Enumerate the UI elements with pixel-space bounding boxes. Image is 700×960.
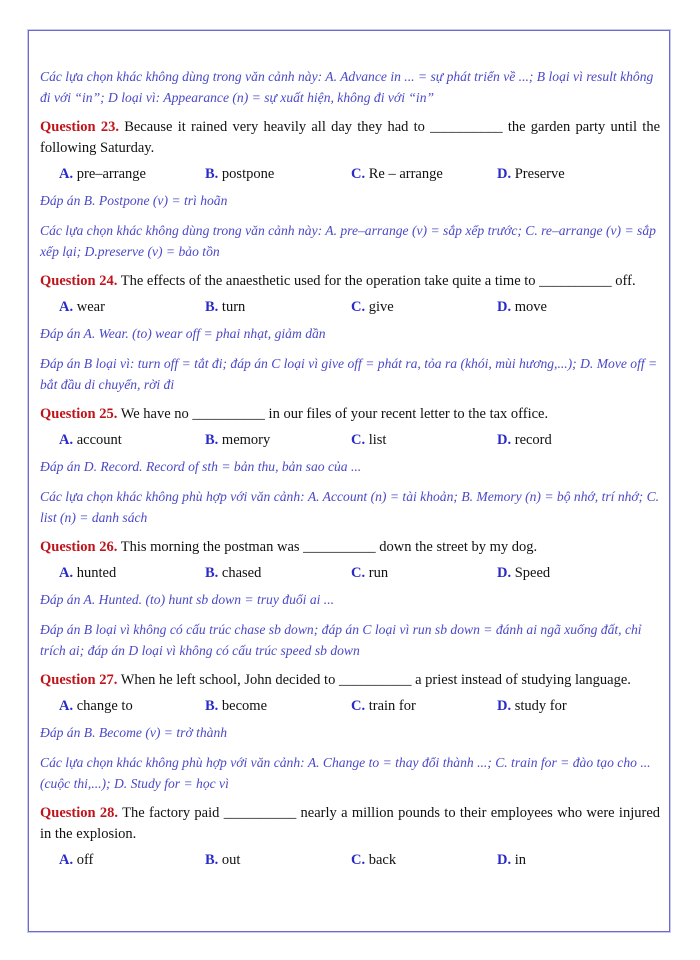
option-a[interactable] — [59, 850, 205, 870]
question-block — [40, 803, 660, 870]
question-block — [40, 670, 660, 794]
question-text: Because it rained very heavily all day they had to __________ the garden party until the following Saturday. — [40, 119, 661, 156]
answer-options — [40, 563, 660, 583]
intro-explanation: Các lựa chọn khác không dùng trong văn cảnh này: A. Advance in ... = sự phát triển về ...; B loại vì result không đi với “in”; D loại vì: Appearance (n) = sự xuất hiện, không đi với “in” — [40, 69, 654, 105]
answer-explanation: Đáp án B loại vì không có cấu trúc chase sb down; đáp án C loại vì run sb down = đánh ai ngã xuống đất, chỉ trích ai; đáp án D loại vì không có cấu trúc speed sb down — [40, 622, 642, 658]
option-text: memory — [221, 432, 271, 448]
option-text: give — [368, 299, 394, 315]
option-c[interactable] — [351, 297, 497, 317]
question-text: The effects of the anaesthetic used for the operation take quite a time to __________ off. — [120, 273, 636, 289]
option-d[interactable] — [497, 563, 643, 583]
option-text: study for — [514, 698, 567, 714]
question-list — [40, 117, 660, 870]
question-stem — [40, 670, 660, 691]
option-c[interactable] — [351, 164, 497, 184]
option-letter: B. — [205, 166, 219, 182]
answer-explanation: Các lựa chọn khác không dùng trong văn cảnh này: A. pre–arrange (v) = sắp xếp trước; C. re–arrange (v) = sắp xếp lại; D.preserve (v) = bảo tồn — [40, 223, 656, 259]
option-text: postpone — [221, 166, 275, 182]
question-number: Question 27. — [40, 672, 118, 688]
question-block — [40, 117, 660, 262]
question-number: Question 25. — [40, 406, 118, 422]
option-letter: D. — [497, 432, 512, 448]
option-text: account — [76, 432, 122, 448]
option-text: train for — [368, 698, 416, 714]
option-b[interactable] — [205, 430, 351, 450]
option-d[interactable] — [497, 696, 643, 716]
option-text: move — [514, 299, 547, 315]
option-b[interactable] — [205, 563, 351, 583]
option-c[interactable] — [351, 563, 497, 583]
answer-key: Đáp án A. Wear. (to) wear off = phai nhạt, giảm dần — [40, 326, 326, 341]
option-a[interactable] — [59, 563, 205, 583]
option-b[interactable] — [205, 696, 351, 716]
option-letter: A. — [59, 166, 74, 182]
option-letter: B. — [205, 852, 219, 868]
answer-explanation: Các lựa chọn khác không phù hợp với văn cảnh: A. Account (n) = tài khoản; B. Memory (n) = bộ nhớ, trí nhớ; C. list (n) = danh sách — [40, 489, 660, 525]
option-text: become — [221, 698, 268, 714]
option-letter: B. — [205, 698, 219, 714]
option-b[interactable] — [205, 164, 351, 184]
option-text: record — [514, 432, 552, 448]
option-c[interactable] — [351, 696, 497, 716]
question-number: Question 26. — [40, 539, 118, 555]
option-letter: B. — [205, 432, 219, 448]
option-a[interactable] — [59, 164, 205, 184]
option-text: hunted — [76, 565, 117, 581]
option-d[interactable] — [497, 430, 643, 450]
question-stem — [40, 404, 660, 425]
question-stem — [40, 117, 660, 159]
option-letter: B. — [205, 299, 219, 315]
option-text: pre–arrange — [76, 166, 146, 182]
question-stem — [40, 537, 660, 558]
option-text: turn — [221, 299, 246, 315]
question-number: Question 23. — [40, 119, 119, 135]
option-letter: B. — [205, 565, 219, 581]
option-c[interactable] — [351, 850, 497, 870]
option-text: list — [368, 432, 387, 448]
question-block — [40, 404, 660, 528]
option-d[interactable] — [497, 297, 643, 317]
option-letter: C. — [351, 852, 366, 868]
option-text: wear — [76, 299, 105, 315]
option-letter: C. — [351, 432, 366, 448]
option-letter: A. — [59, 565, 74, 581]
option-text: change to — [76, 698, 133, 714]
option-d[interactable] — [497, 850, 643, 870]
answer-options — [40, 430, 660, 450]
option-letter: C. — [351, 166, 366, 182]
option-b[interactable] — [205, 850, 351, 870]
option-d[interactable] — [497, 164, 643, 184]
option-letter: A. — [59, 299, 74, 315]
option-c[interactable] — [351, 430, 497, 450]
answer-explanation: Các lựa chọn khác không phù hợp với văn cảnh: A. Change to = thay đổi thành ...; C. train for = đào tạo cho ...(cuộc thi,...); D. Study for = học vì — [40, 755, 651, 791]
option-letter: A. — [59, 852, 74, 868]
answer-options — [40, 850, 660, 870]
option-a[interactable] — [59, 430, 205, 450]
option-letter: D. — [497, 166, 512, 182]
answer-key: Đáp án D. Record. Record of sth = bản thu, bản sao của ... — [40, 459, 362, 474]
question-number: Question 24. — [40, 273, 118, 289]
question-text: This morning the postman was __________ down the street by my dog. — [120, 539, 538, 555]
option-text: in — [514, 852, 527, 868]
option-text: out — [221, 852, 241, 868]
option-text: Speed — [514, 565, 551, 581]
question-stem — [40, 271, 660, 292]
option-letter: D. — [497, 852, 512, 868]
question-text: When he left school, John decided to __________ a priest instead of studying language. — [120, 672, 631, 688]
option-text: run — [368, 565, 389, 581]
answer-options — [40, 164, 660, 184]
option-letter: A. — [59, 432, 74, 448]
option-letter: D. — [497, 299, 512, 315]
answer-explanation: Đáp án B loại vì: turn off = tắt đi; đáp án C loại vì give off = phát ra, tỏa ra (khói, mùi hương,...); D. Move off = bắt đầu di chuyển, rời đi — [40, 356, 658, 392]
answer-options — [40, 297, 660, 317]
option-letter: A. — [59, 698, 74, 714]
answer-key: Đáp án B. Become (v) = trở thành — [40, 725, 228, 740]
question-block — [40, 537, 660, 661]
option-a[interactable] — [59, 297, 205, 317]
document-content — [40, 66, 660, 876]
option-b[interactable] — [205, 297, 351, 317]
option-letter: C. — [351, 698, 366, 714]
option-text: back — [368, 852, 397, 868]
option-text: Re – arrange — [368, 166, 443, 182]
question-text: The factory paid __________ nearly a million pounds to their employees who were injured in the explosion. — [40, 805, 661, 842]
option-a[interactable] — [59, 696, 205, 716]
option-letter: D. — [497, 698, 512, 714]
option-letter: C. — [351, 565, 366, 581]
answer-key: Đáp án B. Postpone (v) = trì hoãn — [40, 193, 228, 208]
question-block — [40, 271, 660, 395]
question-text: We have no __________ in our files of your recent letter to the tax office. — [120, 406, 549, 422]
answer-options — [40, 696, 660, 716]
option-letter: C. — [351, 299, 366, 315]
option-text: Preserve — [514, 166, 565, 182]
option-letter: D. — [497, 565, 512, 581]
option-text: chased — [221, 565, 262, 581]
option-text: off — [76, 852, 94, 868]
answer-key: Đáp án A. Hunted. (to) hunt sb down = truy đuổi ai ... — [40, 592, 335, 607]
question-number: Question 28. — [40, 805, 119, 821]
question-stem — [40, 803, 660, 845]
